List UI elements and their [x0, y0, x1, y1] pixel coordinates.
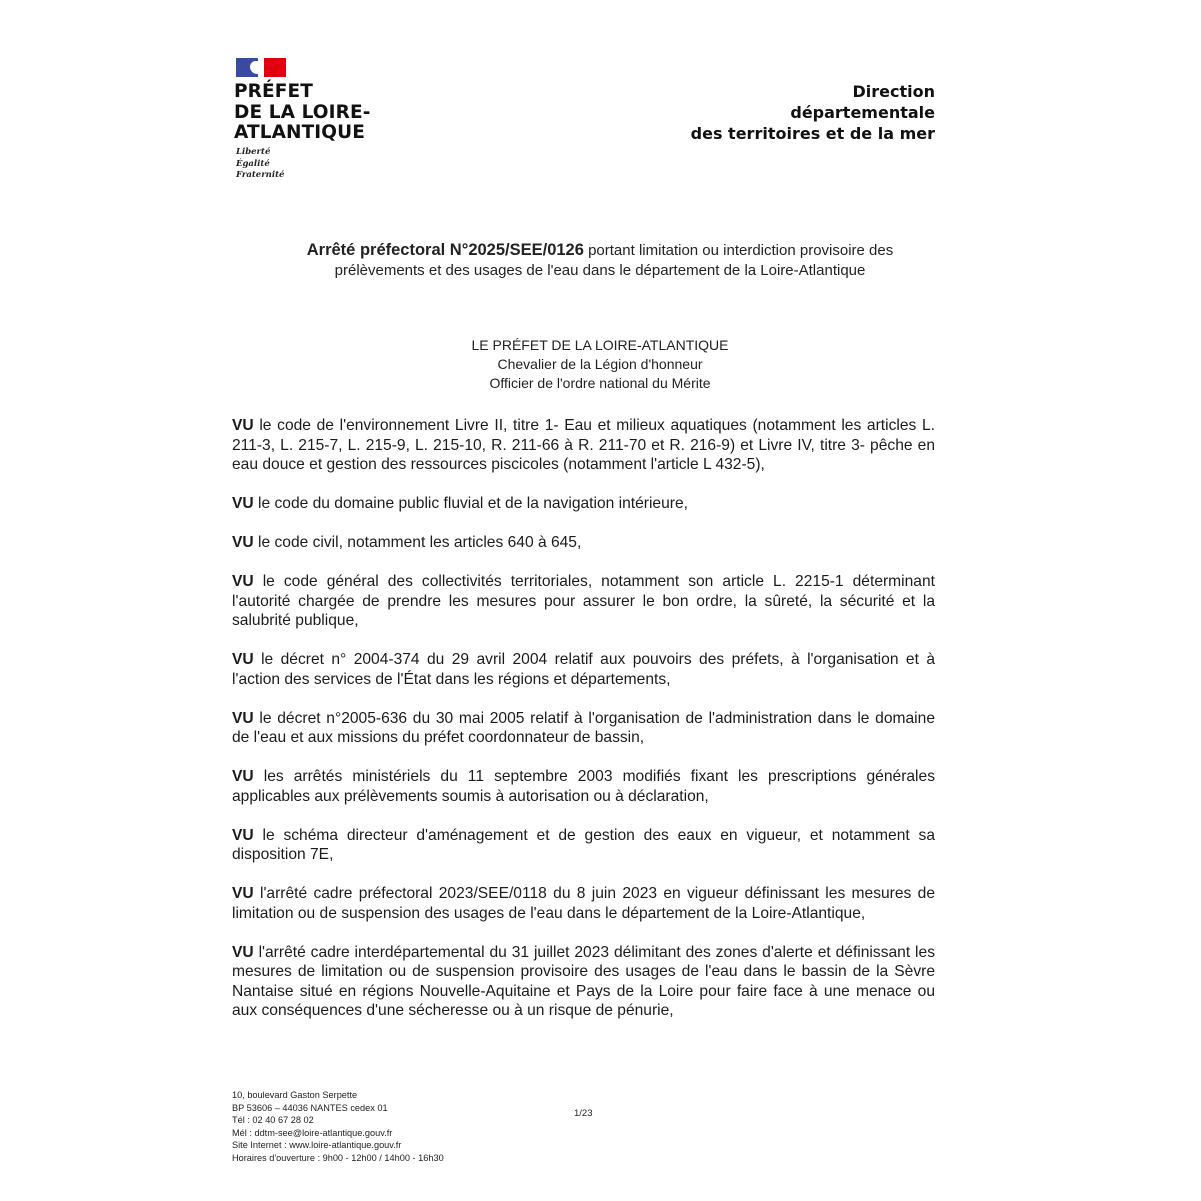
motto-liberte: Liberté	[236, 147, 271, 157]
footer-email: Mél : ddtm-see@loire-atlantique.gouv.fr	[232, 1127, 393, 1138]
flag-white-stripe	[258, 58, 264, 77]
vu-paragraph	[232, 943, 935, 1021]
vu-label: VU	[232, 573, 254, 590]
page-number: 1/23	[574, 1108, 593, 1119]
vu-paragraph	[232, 494, 935, 514]
vu-paragraph	[232, 572, 935, 631]
logo-line: PRÉFET	[234, 81, 313, 102]
vu-label: VU	[232, 826, 254, 844]
vu-text: le code du domaine public fluvial et de la navigation intérieure,	[253, 495, 688, 512]
title-line1-rest: portant limitation ou interdiction provisoire des	[583, 242, 894, 259]
vu-label: VU	[232, 417, 254, 434]
vu-paragraph	[232, 826, 935, 865]
footer-postal: BP 53606 – 44036 NANTES cedex 01	[232, 1102, 388, 1113]
vu-label: VU	[232, 651, 254, 668]
footer-address: 10, boulevard Gaston Serpette	[232, 1090, 358, 1100]
vu-text: l'arrêté cadre interdépartemental du 31 juillet 2023 délimitant des zones d'alerte et définissant les mesures de limitation ou de suspension provisoire des usages de l'eau dans le bassin de la Sèvre Nantaise situé en régions Nouvelle-Aquitaine et Pays de la Loire pour faire face à une menace ou aux conséquences d'une sécheresse ou à un risque de pénurie,	[232, 943, 935, 1019]
vu-paragraph	[232, 767, 935, 806]
vu-text: le décret n°2005-636 du 30 mai 2005 relatif à l'organisation de l'administration dans le domaine de l'eau et aux missions du préfet coordonnateur de bassin,	[232, 709, 935, 746]
vu-text: le schéma directeur d'aménagement et de gestion des eaux en vigueur, et notamment sa disposition 7E,	[232, 826, 935, 863]
direction-line: Direction	[852, 82, 935, 101]
vu-text: l'arrêté cadre préfectoral 2023/SEE/0118 du 8 juin 2023 en vigueur définissant les mesures de limitation ou de suspension des usages de l'eau dans le département de la Loire-Atlantique,	[232, 885, 935, 922]
flag-blue-stripe	[236, 58, 258, 77]
title-line2: prélèvements et des usages de l'eau dans le département de la Loire-Atlantique	[334, 262, 866, 279]
vu-label: VU	[232, 709, 254, 727]
flag-red-stripe	[264, 58, 286, 77]
motto-egalite: Égalité	[236, 158, 270, 169]
republic-motto	[236, 147, 284, 182]
marianne-flag-logo	[236, 58, 286, 77]
contact-footer	[232, 1089, 444, 1165]
document-title	[230, 240, 970, 281]
vu-label: VU	[232, 768, 254, 785]
vu-text: le décret n° 2004-374 du 29 avril 2004 relatif aux pouvoirs des préfets, à l'organisation et à l'action des services de l'État dans les régions et départements,	[232, 651, 935, 688]
vu-paragraph	[232, 650, 935, 689]
vu-text: le code de l'environnement Livre II, titre 1- Eau et milieux aquatiques (notamment les articles L. 211-3, L. 215-7, L. 215-9, L. 215-10, R. 211-66 à R. 211-70 et R. 216-9) et Livre IV, titre 3- pêche en eau douce et gestion des ressources piscicoles (notamment l'article L 432-5),	[232, 417, 935, 473]
vu-label: VU	[232, 943, 254, 961]
vu-paragraph	[232, 533, 935, 553]
direction-line: départementale	[790, 103, 935, 122]
issuing-direction	[691, 81, 935, 144]
prefet-line2: Chevalier de la Légion d'honneur	[497, 356, 703, 372]
footer-phone: Tél : 02 40 67 28 02	[232, 1115, 314, 1126]
vu-paragraph	[232, 709, 935, 748]
footer-hours: Horaires d'ouverture : 9h00 - 12h00 / 14h00 - 16h30	[232, 1152, 444, 1163]
vu-label: VU	[232, 885, 254, 902]
logo-line: ATLANTIQUE	[234, 122, 365, 143]
direction-line: des territoires et de la mer	[690, 124, 935, 143]
vu-label: VU	[232, 495, 254, 512]
prefet-line1: LE PRÉFET DE LA LOIRE-ATLANTIQUE	[471, 337, 729, 353]
vu-text: le code civil, notamment les articles 640 à 645,	[253, 534, 582, 551]
logo-line: DE LA LOIRE-	[234, 101, 371, 123]
footer-website: Site Internet : www.loire-atlantique.gouv.fr	[232, 1140, 402, 1151]
vu-paragraph	[232, 416, 935, 475]
prefecture-logo-text	[234, 82, 370, 144]
vu-considerations	[232, 416, 935, 1040]
arrete-number: Arrêté préfectoral N°2025/SEE/0126	[306, 241, 584, 259]
vu-text: les arrêtés ministériels du 11 septembre 2003 modifiés fixant les prescriptions générales applicables aux prélèvements soumis à autorisation ou à déclaration,	[232, 768, 935, 805]
prefet-heading	[380, 336, 820, 393]
motto-fraternite: Fraternité	[236, 170, 285, 180]
vu-text: le code général des collectivités territoriales, notamment son article L. 2215-1 déterminant l'autorité chargée de prendre les mesures pour assurer le bon ordre, la sûreté, la sécurité et la salubrité publique,	[232, 573, 935, 629]
vu-paragraph	[232, 884, 935, 923]
vu-label: VU	[232, 534, 254, 551]
prefet-line3: Officier de l'ordre national du Mérite	[489, 375, 711, 391]
